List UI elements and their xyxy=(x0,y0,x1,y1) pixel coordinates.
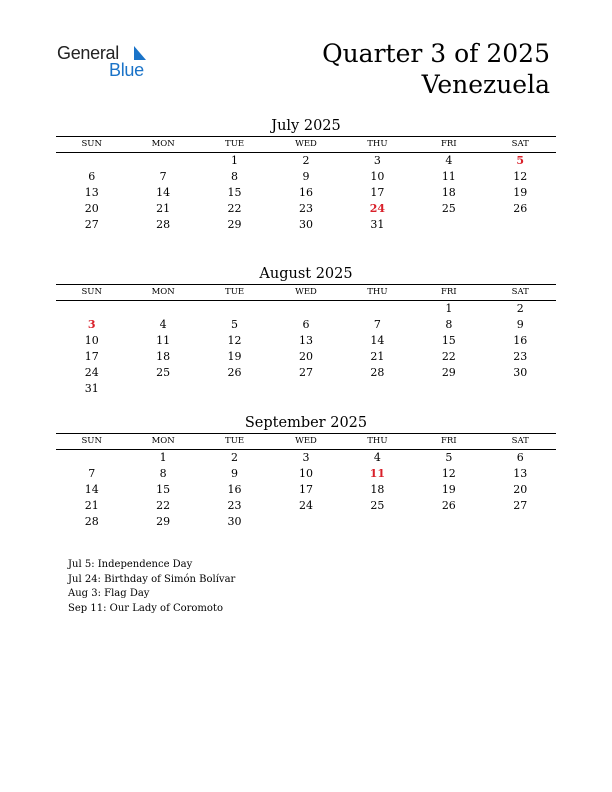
week-row xyxy=(56,498,556,514)
logo-general-text: General xyxy=(57,43,119,63)
day-cell: 7 xyxy=(88,467,96,480)
day-cell xyxy=(342,514,413,530)
weekday-label: WED xyxy=(295,139,317,149)
day-cell xyxy=(413,381,484,397)
day-cell xyxy=(127,153,198,169)
day-cell: 29 xyxy=(441,366,456,379)
month-title: July 2025 xyxy=(271,118,341,134)
week-row xyxy=(56,201,556,217)
day-cell: 25 xyxy=(370,499,385,512)
day-cell: 17 xyxy=(370,186,385,199)
holiday-day-cell: 11 xyxy=(369,467,386,480)
day-cell xyxy=(485,217,556,233)
weekday-label: THU xyxy=(367,139,388,149)
week-row xyxy=(56,450,556,466)
day-cell xyxy=(270,514,341,530)
day-cell: 1 xyxy=(445,302,453,315)
day-cell: 29 xyxy=(156,515,171,528)
day-cell xyxy=(342,381,413,397)
weekday-label: SUN xyxy=(81,139,102,149)
day-cell: 28 xyxy=(156,218,171,231)
holiday-note: Jul 5: Independence Day xyxy=(68,559,193,570)
day-cell: 23 xyxy=(513,350,528,363)
day-cell: 10 xyxy=(84,334,99,347)
weekday-label: TUE xyxy=(225,287,245,297)
day-cell: 6 xyxy=(516,451,524,464)
day-cell: 30 xyxy=(227,515,242,528)
month-calendar xyxy=(56,116,556,233)
day-cell: 14 xyxy=(370,334,385,347)
day-cell xyxy=(127,381,198,397)
day-cell: 13 xyxy=(298,334,313,347)
day-cell: 15 xyxy=(227,186,242,199)
day-cell xyxy=(485,514,556,530)
day-cell xyxy=(56,153,127,169)
day-cell: 20 xyxy=(298,350,313,363)
weekday-label: SUN xyxy=(81,436,102,446)
day-cell: 6 xyxy=(88,170,96,183)
day-cell: 25 xyxy=(441,202,456,215)
day-cell: 10 xyxy=(370,170,385,183)
day-cell: 18 xyxy=(370,483,385,496)
week-row xyxy=(56,169,556,185)
day-cell: 30 xyxy=(513,366,528,379)
day-cell: 16 xyxy=(227,483,242,496)
day-cell xyxy=(199,301,270,317)
day-cell xyxy=(127,301,198,317)
day-cell: 23 xyxy=(298,202,313,215)
logo-blue-text: Blue xyxy=(109,60,144,80)
day-cell: 12 xyxy=(513,170,528,183)
day-cell: 21 xyxy=(370,350,385,363)
week-row xyxy=(56,153,556,169)
day-cell: 21 xyxy=(156,202,171,215)
day-cell: 1 xyxy=(159,451,167,464)
day-cell: 16 xyxy=(298,186,313,199)
day-cell: 15 xyxy=(156,483,171,496)
holiday-note: Jul 24: Birthday of Simón Bolívar xyxy=(68,573,236,585)
month-calendar xyxy=(56,264,556,397)
day-cell: 17 xyxy=(84,350,99,363)
day-cell: 3 xyxy=(302,451,310,464)
day-cell xyxy=(270,381,341,397)
title-country: Venezuela xyxy=(421,70,550,99)
day-cell: 8 xyxy=(159,467,167,480)
day-cell xyxy=(413,217,484,233)
day-cell xyxy=(199,381,270,397)
day-cell: 13 xyxy=(84,186,99,199)
week-row xyxy=(56,482,556,498)
holiday-day-cell: 3 xyxy=(87,318,96,331)
day-cell: 5 xyxy=(231,318,239,331)
day-cell: 9 xyxy=(231,467,239,480)
week-row xyxy=(56,365,556,381)
holiday-notes xyxy=(68,558,235,616)
day-cell: 4 xyxy=(373,451,381,464)
day-cell: 26 xyxy=(441,499,456,512)
weekday-header-row xyxy=(56,137,556,153)
day-cell: 4 xyxy=(445,154,453,167)
week-row xyxy=(56,381,556,397)
weekday-label: THU xyxy=(367,436,388,446)
day-cell: 17 xyxy=(298,483,313,496)
day-cell: 19 xyxy=(227,350,242,363)
day-cell: 18 xyxy=(441,186,456,199)
day-cell: 15 xyxy=(441,334,456,347)
day-cell: 26 xyxy=(513,202,528,215)
day-cell: 22 xyxy=(227,202,242,215)
day-cell: 30 xyxy=(298,218,313,231)
day-cell: 19 xyxy=(441,483,456,496)
week-row xyxy=(56,466,556,482)
holiday-note: Sep 11: Our Lady of Coromoto xyxy=(68,602,223,614)
logo xyxy=(57,43,157,81)
day-cell: 23 xyxy=(227,499,242,512)
day-cell: 16 xyxy=(513,334,528,347)
weekday-label: WED xyxy=(295,436,317,446)
day-cell: 18 xyxy=(156,350,171,363)
day-cell: 13 xyxy=(513,467,528,480)
day-cell: 28 xyxy=(84,515,99,528)
day-cell: 7 xyxy=(159,170,167,183)
weekday-label: MON xyxy=(151,287,175,297)
day-cell: 25 xyxy=(156,366,171,379)
day-cell: 22 xyxy=(156,499,171,512)
day-cell: 28 xyxy=(370,366,385,379)
day-cell xyxy=(56,450,127,466)
weekday-label: TUE xyxy=(225,139,245,149)
day-cell: 27 xyxy=(298,366,313,379)
weekday-label: FRI xyxy=(440,139,457,149)
day-cell: 11 xyxy=(156,334,171,347)
weekday-label: WED xyxy=(295,287,317,297)
weekday-label: SAT xyxy=(511,436,529,446)
day-cell: 24 xyxy=(298,499,313,512)
week-row xyxy=(56,301,556,317)
title-quarter: Quarter 3 of 2025 xyxy=(322,39,550,68)
day-cell: 14 xyxy=(84,483,99,496)
day-cell: 31 xyxy=(370,218,385,231)
day-cell: 12 xyxy=(227,334,242,347)
holiday-note: Aug 3: Flag Day xyxy=(68,588,150,599)
weekday-header-row xyxy=(56,285,556,301)
weekday-label: SUN xyxy=(81,287,102,297)
week-row xyxy=(56,349,556,365)
day-cell: 20 xyxy=(84,202,99,215)
page-title xyxy=(322,38,550,100)
day-cell xyxy=(485,381,556,397)
day-cell xyxy=(413,514,484,530)
week-row xyxy=(56,185,556,201)
day-cell: 31 xyxy=(84,382,99,395)
weekday-header-row xyxy=(56,434,556,450)
weekday-label: SAT xyxy=(511,287,529,297)
weekday-label: FRI xyxy=(440,287,457,297)
day-cell: 27 xyxy=(84,218,99,231)
week-row xyxy=(56,317,556,333)
holiday-day-cell: 5 xyxy=(516,154,525,167)
day-cell: 27 xyxy=(513,499,528,512)
weekday-label: SAT xyxy=(511,139,529,149)
day-cell: 26 xyxy=(227,366,242,379)
day-cell: 4 xyxy=(159,318,167,331)
day-cell: 10 xyxy=(298,467,313,480)
day-cell: 19 xyxy=(513,186,528,199)
month-calendar xyxy=(56,413,556,530)
day-cell: 20 xyxy=(513,483,528,496)
weekday-label: THU xyxy=(367,287,388,297)
day-cell xyxy=(270,301,341,317)
weekday-label: FRI xyxy=(440,436,457,446)
month-title: August 2025 xyxy=(259,266,353,282)
holiday-day-cell: 24 xyxy=(369,202,386,215)
day-cell xyxy=(342,301,413,317)
weekday-label: MON xyxy=(151,139,175,149)
day-cell: 7 xyxy=(373,318,381,331)
day-cell: 9 xyxy=(516,318,524,331)
day-cell: 1 xyxy=(231,154,239,167)
day-cell: 2 xyxy=(231,451,239,464)
day-cell: 11 xyxy=(441,170,456,183)
day-cell: 21 xyxy=(84,499,99,512)
day-cell: 14 xyxy=(156,186,171,199)
day-cell: 24 xyxy=(84,366,99,379)
day-cell xyxy=(56,301,127,317)
day-cell: 9 xyxy=(302,170,310,183)
day-cell: 12 xyxy=(441,467,456,480)
day-cell: 5 xyxy=(445,451,453,464)
weekday-label: MON xyxy=(151,436,175,446)
week-row xyxy=(56,333,556,349)
day-cell: 8 xyxy=(231,170,239,183)
weekday-label: TUE xyxy=(225,436,245,446)
day-cell: 2 xyxy=(516,302,524,315)
month-title: September 2025 xyxy=(244,415,368,431)
day-cell: 29 xyxy=(227,218,242,231)
day-cell: 3 xyxy=(373,154,381,167)
week-row xyxy=(56,217,556,233)
day-cell: 8 xyxy=(445,318,453,331)
week-row xyxy=(56,514,556,530)
day-cell: 6 xyxy=(302,318,310,331)
day-cell: 22 xyxy=(441,350,456,363)
day-cell: 2 xyxy=(302,154,310,167)
